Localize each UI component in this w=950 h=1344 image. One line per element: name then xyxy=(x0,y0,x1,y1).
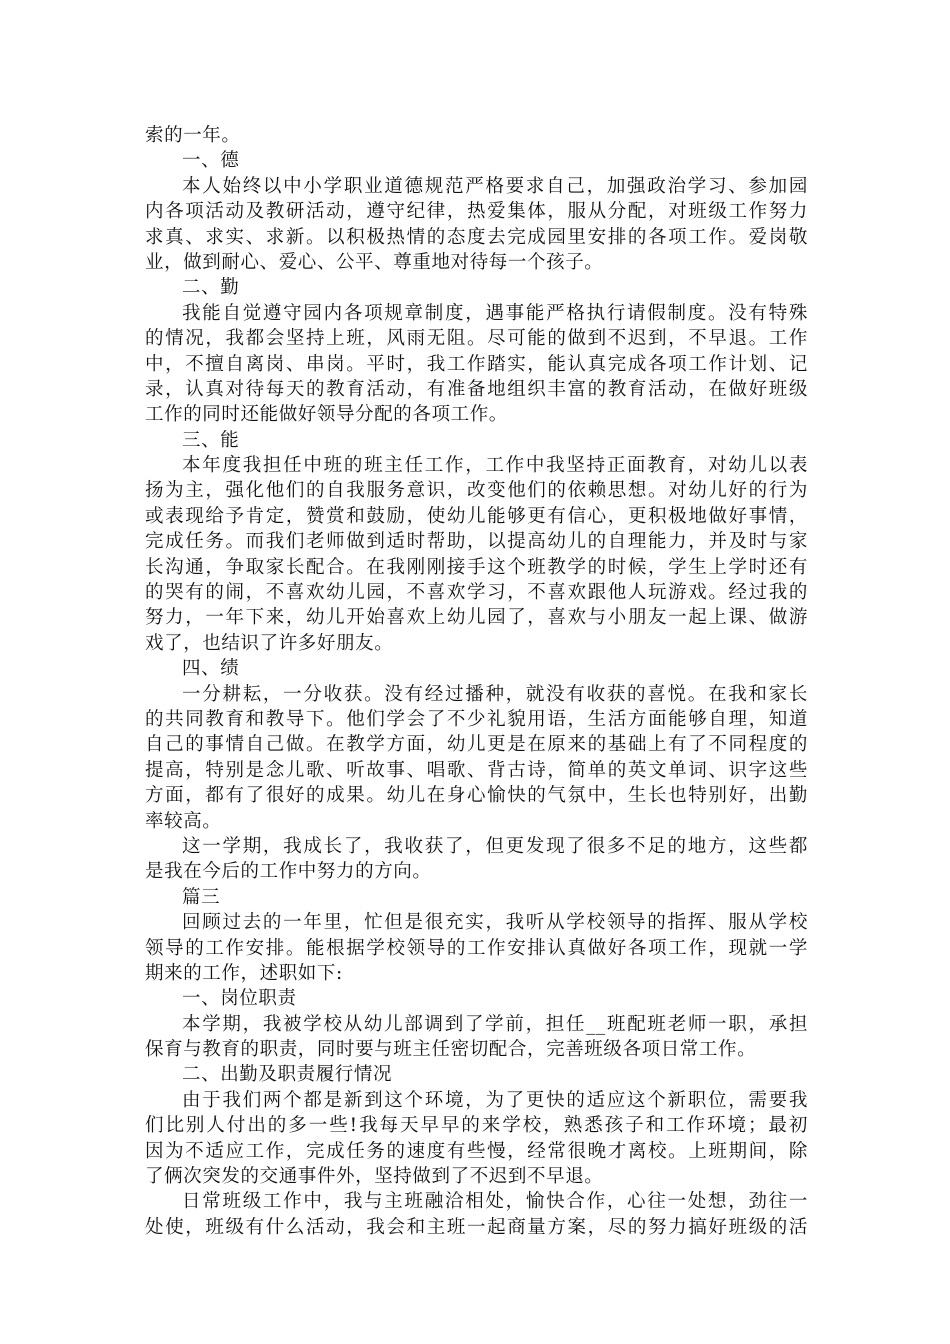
text-line: 本学期，我被学校从幼儿部调到了学前，担任__班配班老师一职，承担 xyxy=(182,1013,808,1035)
text-line: 日常班级工作中，我与主班融洽相处，愉快合作，心往一处想，劲往一 xyxy=(182,1191,808,1213)
text-line: 二、勤 xyxy=(182,277,240,299)
text-line: 本年度我担任中班的班主任工作，工作中我坚持正面教育，对幼儿以表 xyxy=(182,455,808,477)
text-line: 工作的同时还能做好领导分配的各项工作。 xyxy=(145,404,508,426)
text-line: 是我在今后的工作中努力的方向。 xyxy=(145,861,432,883)
text-line: 戏了，也结识了许多好朋友。 xyxy=(145,632,394,654)
text-line: 索的一年。 xyxy=(145,125,241,146)
text-line: 的哭有的闹，不喜欢幼儿园，不喜欢学习，不喜欢跟他人玩游戏。经过我的 xyxy=(145,582,808,604)
text-line: 录，认真对待每天的教育活动，有准备地组织丰富的教育活动，在做好班级 xyxy=(145,378,808,400)
text-line: 这一学期，我成长了，我收获了，但更发现了很多不足的地方，这些都 xyxy=(182,835,808,857)
text-line: 二、出勤及职责履行情况 xyxy=(182,1064,393,1086)
text-line: 回顾过去的一年里，忙但是很充实，我听从学校领导的指挥、服从学校 xyxy=(182,912,808,934)
text-line: 或表现给予肯定，赞赏和鼓励，使幼儿能够更有信心，更积极地做好事情， xyxy=(145,505,808,527)
text-line: 业，做到耐心、爱心、公平、尊重地对待每一个孩子。 xyxy=(145,251,604,273)
text-line: 的共同教育和教导下。他们学会了不少礼貌用语，生活方面能够自理，知道 xyxy=(145,708,808,730)
text-line: 完成任务。而我们老师做到适时帮助，以提高幼儿的自理能力，并及时与家 xyxy=(145,531,808,553)
text-line: 四、绩 xyxy=(182,658,240,680)
text-line: 们比别人付出的多一些!我每天早早的来学校，熟悉孩子和工作环境；最初 xyxy=(145,1115,808,1137)
text-line: 求真、求实、求新。以积极热情的态度去完成园里安排的各项工作。爱岗敬 xyxy=(145,226,808,248)
text-line: 一、德 xyxy=(182,150,240,172)
text-line: 保育与教育的职责，同时要与班主任密切配合，完善班级各项日常工作。 xyxy=(145,1039,757,1061)
text-line: 三、能 xyxy=(182,429,240,451)
text-line: 本人始终以中小学职业道德规范严格要求自己，加强政治学习、参加园 xyxy=(182,175,808,197)
text-line: 我能自觉遵守园内各项规章制度，遇事能严格执行请假制度。没有特殊 xyxy=(182,302,808,324)
text-line: 因为不适应工作，完成任务的速度有些慢，经常很晚才离校。上班期间，除 xyxy=(145,1140,808,1162)
text-line: 一、岗位职责 xyxy=(182,988,297,1010)
document-body xyxy=(145,123,808,1240)
text-line: 自己的事情自己做。在教学方面，幼儿更是在原来的基础上有了不同程度的 xyxy=(145,734,808,756)
text-line: 处使，班级有什么活动，我会和主班一起商量方案，尽的努力搞好班级的活 xyxy=(145,1216,808,1238)
text-line: 扬为主，强化他们的自我服务意识，改变他们的依赖思想。对幼儿好的行为 xyxy=(145,480,808,502)
text-line: 中，不擅自离岗、串岗。平时，我工作踏实，能认真完成各项工作计划、记 xyxy=(145,353,808,375)
text-line: 由于我们两个都是新到这个环境，为了更快的适应这个新职位，需要我 xyxy=(182,1089,808,1111)
text-line: 方面，都有了很好的成果。幼儿在身心愉快的气氛中，生长也特别好，出勤 xyxy=(145,785,808,807)
text-line: 篇三 xyxy=(182,886,221,908)
text-line: 期来的工作，述职如下: xyxy=(145,962,343,984)
text-line: 率较高。 xyxy=(145,810,222,832)
text-line: 长沟通，争取家长配合。在我刚刚接手这个班教学的时候，学生上学时还有 xyxy=(145,556,808,578)
text-line: 努力，一年下来，幼儿开始喜欢上幼儿园了，喜欢与小朋友一起上课、做游 xyxy=(145,607,808,629)
text-line: 领导的工作安排。能根据学校领导的工作安排认真做好各项工作，现就一学 xyxy=(145,937,808,959)
text-line: 了俩次突发的交通事件外，坚持做到了不迟到不早退。 xyxy=(145,1166,604,1188)
text-line: 的情况，我都会坚持上班，风雨无阻。尽可能的做到不迟到，不早退。工作 xyxy=(145,328,808,350)
text-line: 提高，特别是念儿歌、听故事、唱歌、背古诗，简单的英文单词、识字这些 xyxy=(145,759,808,781)
text-line: 内各项活动及教研活动，遵守纪律，热爱集体，服从分配，对班级工作努力 xyxy=(145,201,808,223)
text-line: 一分耕耘，一分收获。没有经过播种，就没有收获的喜悦。在我和家长 xyxy=(182,683,808,705)
